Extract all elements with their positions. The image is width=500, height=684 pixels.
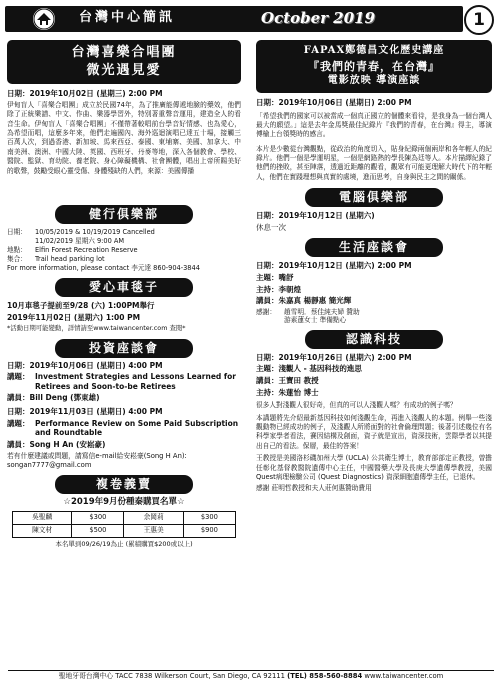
fapax-date: 日期：2019年10月06日 (星期日) 2:00 PM <box>256 97 412 107</box>
right-column <box>256 40 492 494</box>
fundraising-list-title: ☆2019年9月份種秦購買名單☆ <box>63 496 185 507</box>
tech-host: 主持：朱蓮怡 博士 <box>256 387 319 397</box>
life-speaker: 講員：朱嘉真 楊靜惠 簡光輝 <box>256 296 352 306</box>
car-note: *活動日期可能變動，詳情請至www.taiwancenter.com 查閱* <box>7 324 186 333</box>
tech-para-3: 王教授是美國洛杉磯加州大學 (UCLA) 公共衛生博士，教育部部定正教授，曾擔任彰化基督教醫院遺傳中心主任，中國醫藥大學及長庚大學遺傳學教授，美國Quest病理檢驗公司 (Quest Diagnostics) 資深細胞遺傳學主任，已退休。 <box>256 454 492 481</box>
table-row: 吳聖麟 $300 余岡莉 $300 <box>13 511 236 524</box>
tech-banner: 認識科技 <box>305 330 443 349</box>
left-column <box>7 40 241 548</box>
life-date: 日期：2019年10月12日 (星期六) 2:00 PM <box>256 261 412 271</box>
footer-website[interactable]: www.taiwancenter.com <box>364 672 444 680</box>
hiking-banner: 健行俱樂部 <box>55 205 193 224</box>
newsletter-month: October 2019 <box>261 9 376 27</box>
car-line-2: 2019年11月02日 (星期六) 1:00 PM <box>7 312 141 322</box>
life-host: 主持：李朝煌 <box>256 284 301 294</box>
life-thanks: 感謝： 趙雪明．蔡佳純夫婦 贊助 游素蓮女士 準備點心 <box>256 307 360 325</box>
invest-s1-topic: 講題： Investment Strategies and Lessons Learned for Retirees and Soon-to-be Retirees <box>7 372 236 391</box>
footer <box>8 670 494 681</box>
tech-topic: 主題：淺觀人 - 基因科技的進思 <box>256 364 362 374</box>
investment-details <box>7 361 241 470</box>
tech-date: 日期：2019年10月26日 (星期六) 2:00 PM <box>256 352 412 362</box>
concert-title-line1: 台灣喜樂合唱團 <box>71 45 177 60</box>
hiking-row: 集合： Trail head parking lot <box>7 254 105 263</box>
concert-title-line2: 微光遇見愛 <box>86 63 162 79</box>
life-topic: 主題：嘴舒 <box>256 272 294 282</box>
concert-date-label: 日期： <box>7 89 30 99</box>
computer-date: 日期：2019年10月12日 (星期六) <box>256 211 375 221</box>
computer-club-banner: 電腦俱樂部 <box>305 188 443 207</box>
investment-banner: 投資座談會 <box>55 339 193 358</box>
invest-s2-speaker: 講員：Song H An (安崧豪) <box>7 439 106 449</box>
fapax-title-line3: 電影放映 導演座談 <box>327 75 421 87</box>
table-row: 陳文材 $500 王惠美 $900 <box>13 524 236 537</box>
fundraising-banner: 複卷義賣 <box>55 475 193 494</box>
invest-s2-topic: 講題： Performance Review on Some Paid Subscription and Roundtable <box>7 418 239 438</box>
fapax-banner <box>256 40 492 93</box>
fapax-title-line1: FAPAX鄭德昌文化歷史講座 <box>303 45 445 56</box>
invest-s2-date: 日期：2019年11月03日 (星期日) 4:00 PM <box>7 406 163 416</box>
tech-para-2: 本講題將先介紹最新基因科技如何淺觀生命，再進入淺觀人的本題。例舉一些淺觀動物已經成功的例子，及淺觀人所將面對的社會倫理問題；後著引述幾位有名科學家學者看法，賽因結構及創面，資子就是宣出，資深技術，雲際學者以其提出自己的看法。保層，最佳的答案！ <box>256 413 492 450</box>
life-seminar-banner: 生活座談會 <box>305 238 443 257</box>
fundraising-note: 本名單到09/26/19為止 (累積購買$200或以上) <box>55 539 193 548</box>
hiking-row: 日期： 10/05/2019 & 10/19/2019 Cancelled <box>7 227 155 236</box>
concert-date <box>7 89 241 99</box>
car-banner: 愛心車毯子 <box>55 278 193 297</box>
car-line-1: 10月車毯子提前至9/28 (六) 1:00PM舉行 <box>7 301 155 311</box>
concert-banner <box>7 40 241 84</box>
taiwan-center-logo <box>33 8 55 30</box>
fapax-para-2: 本片是少數從台灣觀點，從政治的角度切入，貼身紀錄兩個兩岸和各年輕人的紀錄片。他們一個是學運明星，一個是網路熱的學長陳為廷等人。本片描繹紀錄了他們的挫敗，甚至陣落，透過近距離的觀看，觀眾有可能更理解大時代下的年輕人，他們在實踐理想與真實的處境，進而思考，自身與民主之間的關係。 <box>256 144 492 181</box>
tech-thanks: 感謝 莊明哲教授和夫人莊何惠贊助費用 <box>256 484 372 493</box>
tech-para-1: 很多人對淺觀人很好奇，但真的可以人淺觀人嗎？有成功的例子嗎？ <box>256 401 457 410</box>
fapax-title-line2: 『我們的青春，在台灣』 <box>308 59 440 73</box>
hiking-contact: For more information, please contact 李元達 860-904-3844 <box>7 263 200 272</box>
footer-address: 聖地牙哥台灣中心 TACC 7838 Wilkerson Court, San Diego, CA 92111 <box>58 672 285 680</box>
fapax-para-1: 「希望我們的國家可以被當成一個真正國立的個體來看待，是我身為一個台灣人最大的願望。」這是去年金馬獎最佳紀錄片『我們的青春，在台灣』得主，導演傅榆上台領獎時的感言。 <box>256 111 492 139</box>
concert-description: 伊甸盲人「喜樂合唱團」成立於民國74年，為了推廣能傳遞地臉的藥效，他們除了正統樂譜、中文、作曲、樂器學習外，特別著重聲音運用，建造全人的看音生命。伊甸盲人「喜樂合唱團」不僅帶著較唱前台學音好情感、也為愛心，為希望而唱，這麼多年來，他們走遍國內、海外巡迴演唱已達五十場，接觸三百萬人次，到過香港、新加坡、馬來西亞、泰國、東埔寨、美國、加拿大、中南美洲、澳洲、中國大陸、英國、西班牙、丹麥等地，深入各個教會、學校、醫院、監獄、育幼院、養老院、身心障礙機構、社會團體，唱出上帝所賜美好的歌聲，鼓勵受眼心靈受傷、身體殘缺的人們，來源：美國傳播 <box>7 100 241 175</box>
computer-note: 休息一次 <box>256 222 286 232</box>
newsletter-header <box>5 6 463 32</box>
footer-phone: (TEL) 858-560-8884 <box>287 672 363 680</box>
donor-table <box>12 511 236 538</box>
hiking-row: 11/02/2019 星期六 9:00 AM <box>35 236 125 245</box>
hiking-details <box>7 228 241 272</box>
page-number: 1 <box>464 5 494 35</box>
tech-speaker: 講員：王寶田 教授 <box>256 376 319 386</box>
hiking-row: 地點： Elfin Forest Recreation Reserve <box>7 245 138 254</box>
invest-s1-speaker: 講員：Bill Deng (鄧東雄) <box>7 393 100 403</box>
newsletter-title: 台灣中心簡訊 <box>79 10 176 25</box>
concert-date-value: 2019年10月02日 (星期三) 2:00 PM <box>29 89 163 99</box>
invest-s1-date: 日期：2019年10月06日 (星期日) 4:00 PM <box>7 360 163 370</box>
invest-note: 若有什麼建議或問題，請寫信e-mail給安崧豪(Song H An): songan7777@gmail.com <box>7 452 187 469</box>
